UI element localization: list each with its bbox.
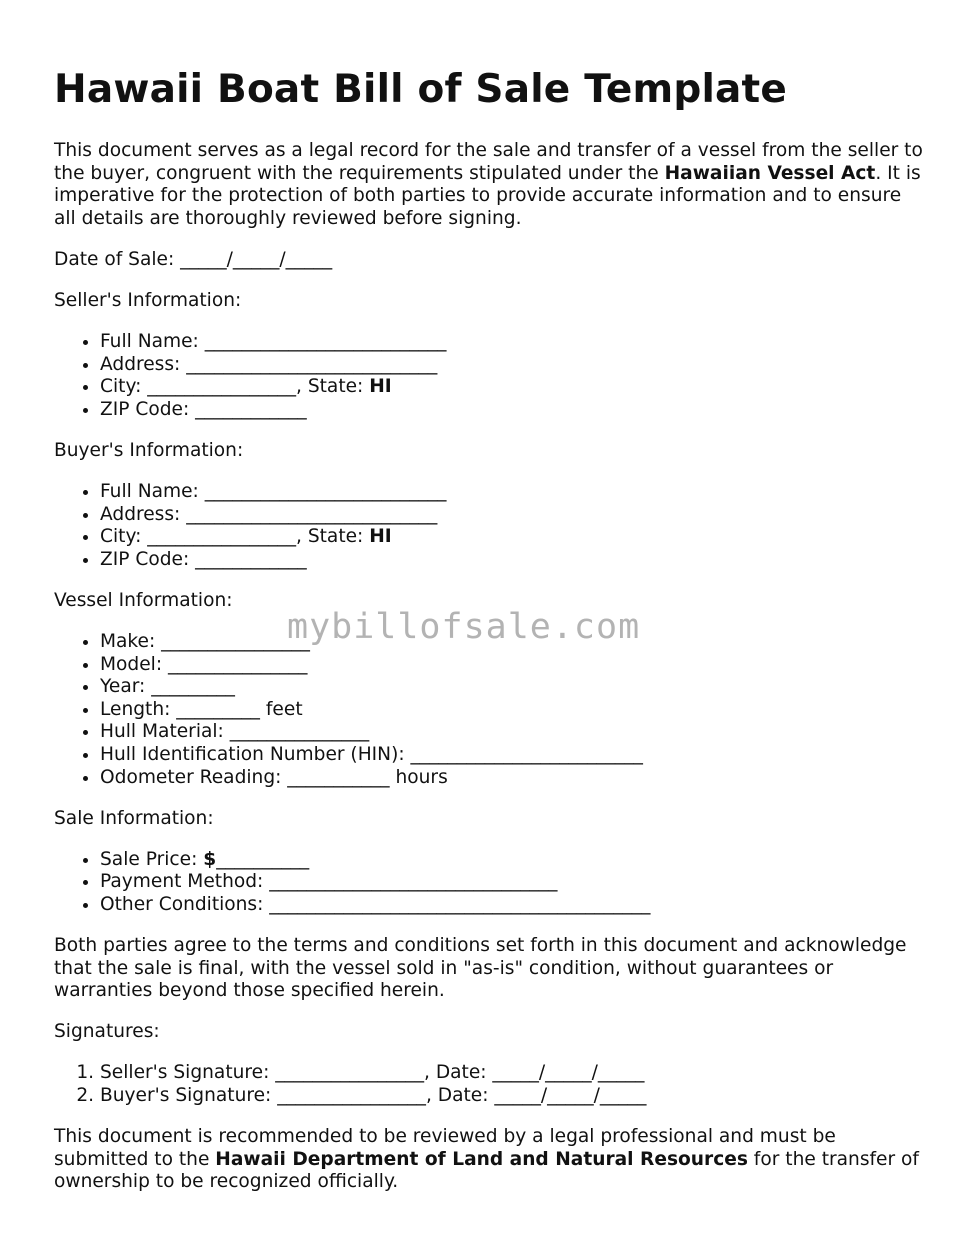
buyer-address: • Address: ___________________________ xyxy=(100,504,924,527)
seller-state: HI xyxy=(369,376,392,398)
page-title: Hawaii Boat Bill of Sale Template xyxy=(54,67,788,112)
seller-full-name: • Full Name: __________________________ xyxy=(100,331,924,354)
date-of-sale: Date of Sale: _____/_____/_____ xyxy=(54,248,333,270)
closing-text-2: for the transfer of ownership to be recognized officially. xyxy=(54,1148,919,1193)
closing-paragraph xyxy=(54,1126,924,1194)
sale-price-symbol: $ xyxy=(203,848,217,870)
vessel-make: • Make: ________________ xyxy=(100,631,924,654)
sale-price-label: Sale Price: xyxy=(100,848,204,870)
seller-city: City: ________________, State: xyxy=(100,376,370,398)
buyer-state: HI xyxy=(369,526,392,548)
sale-price-blank: __________ xyxy=(216,848,310,870)
signatures-list xyxy=(54,1062,924,1107)
sale-other-conditions: • Other Conditions: _________________________________________ xyxy=(100,894,924,917)
seller-address: • Address: ___________________________ xyxy=(100,354,924,377)
vessel-year: • Year: _________ xyxy=(100,676,924,699)
seller-heading: Seller's Information: xyxy=(54,289,242,311)
seller-list xyxy=(54,331,924,421)
buyer-signature-line: 2. Buyer's Signature: ________________, Date: _____/_____/_____ xyxy=(100,1085,924,1108)
seller-zip: • ZIP Code: ____________ xyxy=(100,399,924,422)
document-page xyxy=(54,66,924,1212)
vessel-hull-material: • Hull Material: _______________ xyxy=(100,721,924,744)
buyer-zip: • ZIP Code: ____________ xyxy=(100,549,924,572)
sale-payment-method: • Payment Method: _______________________________ xyxy=(100,871,924,894)
closing-text-1: This document is recommended to be reviewed by a legal professional and must be submitted to the xyxy=(54,1126,836,1170)
sale-heading: Sale Information: xyxy=(54,807,214,829)
buyer-list xyxy=(54,481,924,571)
buyer-heading: Buyer's Information: xyxy=(54,439,244,461)
sale-list xyxy=(54,849,924,917)
intro-text-2: . It is imperative for the protection of both parties to provide accurate information and to ensure all details are thoroughly reviewed before signing. xyxy=(54,162,921,229)
vessel-heading: Vessel Information: xyxy=(54,589,233,611)
vessel-list xyxy=(54,631,924,789)
intro-text-1: This document serves as a legal record for the sale and transfer of a vessel from the seller to the buyer, congruent with the requirements stipulated under the xyxy=(54,140,923,184)
vessel-hin: • Hull Identification Number (HIN): _________________________ xyxy=(100,744,924,767)
closing-agency-name: Hawaii Department of Land and Natural Resources xyxy=(215,1148,748,1170)
intro-paragraph xyxy=(54,140,924,230)
intro-act-name: Hawaiian Vessel Act xyxy=(664,162,876,184)
watermark: mybillofsale.com xyxy=(287,607,641,647)
seller-city-state xyxy=(100,376,924,399)
vessel-length: • Length: _________ feet xyxy=(100,699,924,722)
vessel-odometer: • Odometer Reading: ___________ hours xyxy=(100,767,924,790)
agreement-paragraph: Both parties agree to the terms and conditions set forth in this document and acknowledge that the sale is final, with the vessel sold in "as-is" condition, without guarantees or warranties beyond those specified herein. xyxy=(54,935,907,1002)
signatures-heading: Signatures: xyxy=(54,1021,160,1043)
buyer-full-name: • Full Name: __________________________ xyxy=(100,481,924,504)
buyer-city: City: ________________, State: xyxy=(100,526,370,548)
sale-price xyxy=(100,849,924,872)
vessel-model: • Model: _______________ xyxy=(100,654,924,677)
seller-signature-line: 1. Seller's Signature: ________________, Date: _____/_____/_____ xyxy=(100,1062,924,1085)
buyer-city-state xyxy=(100,526,924,549)
